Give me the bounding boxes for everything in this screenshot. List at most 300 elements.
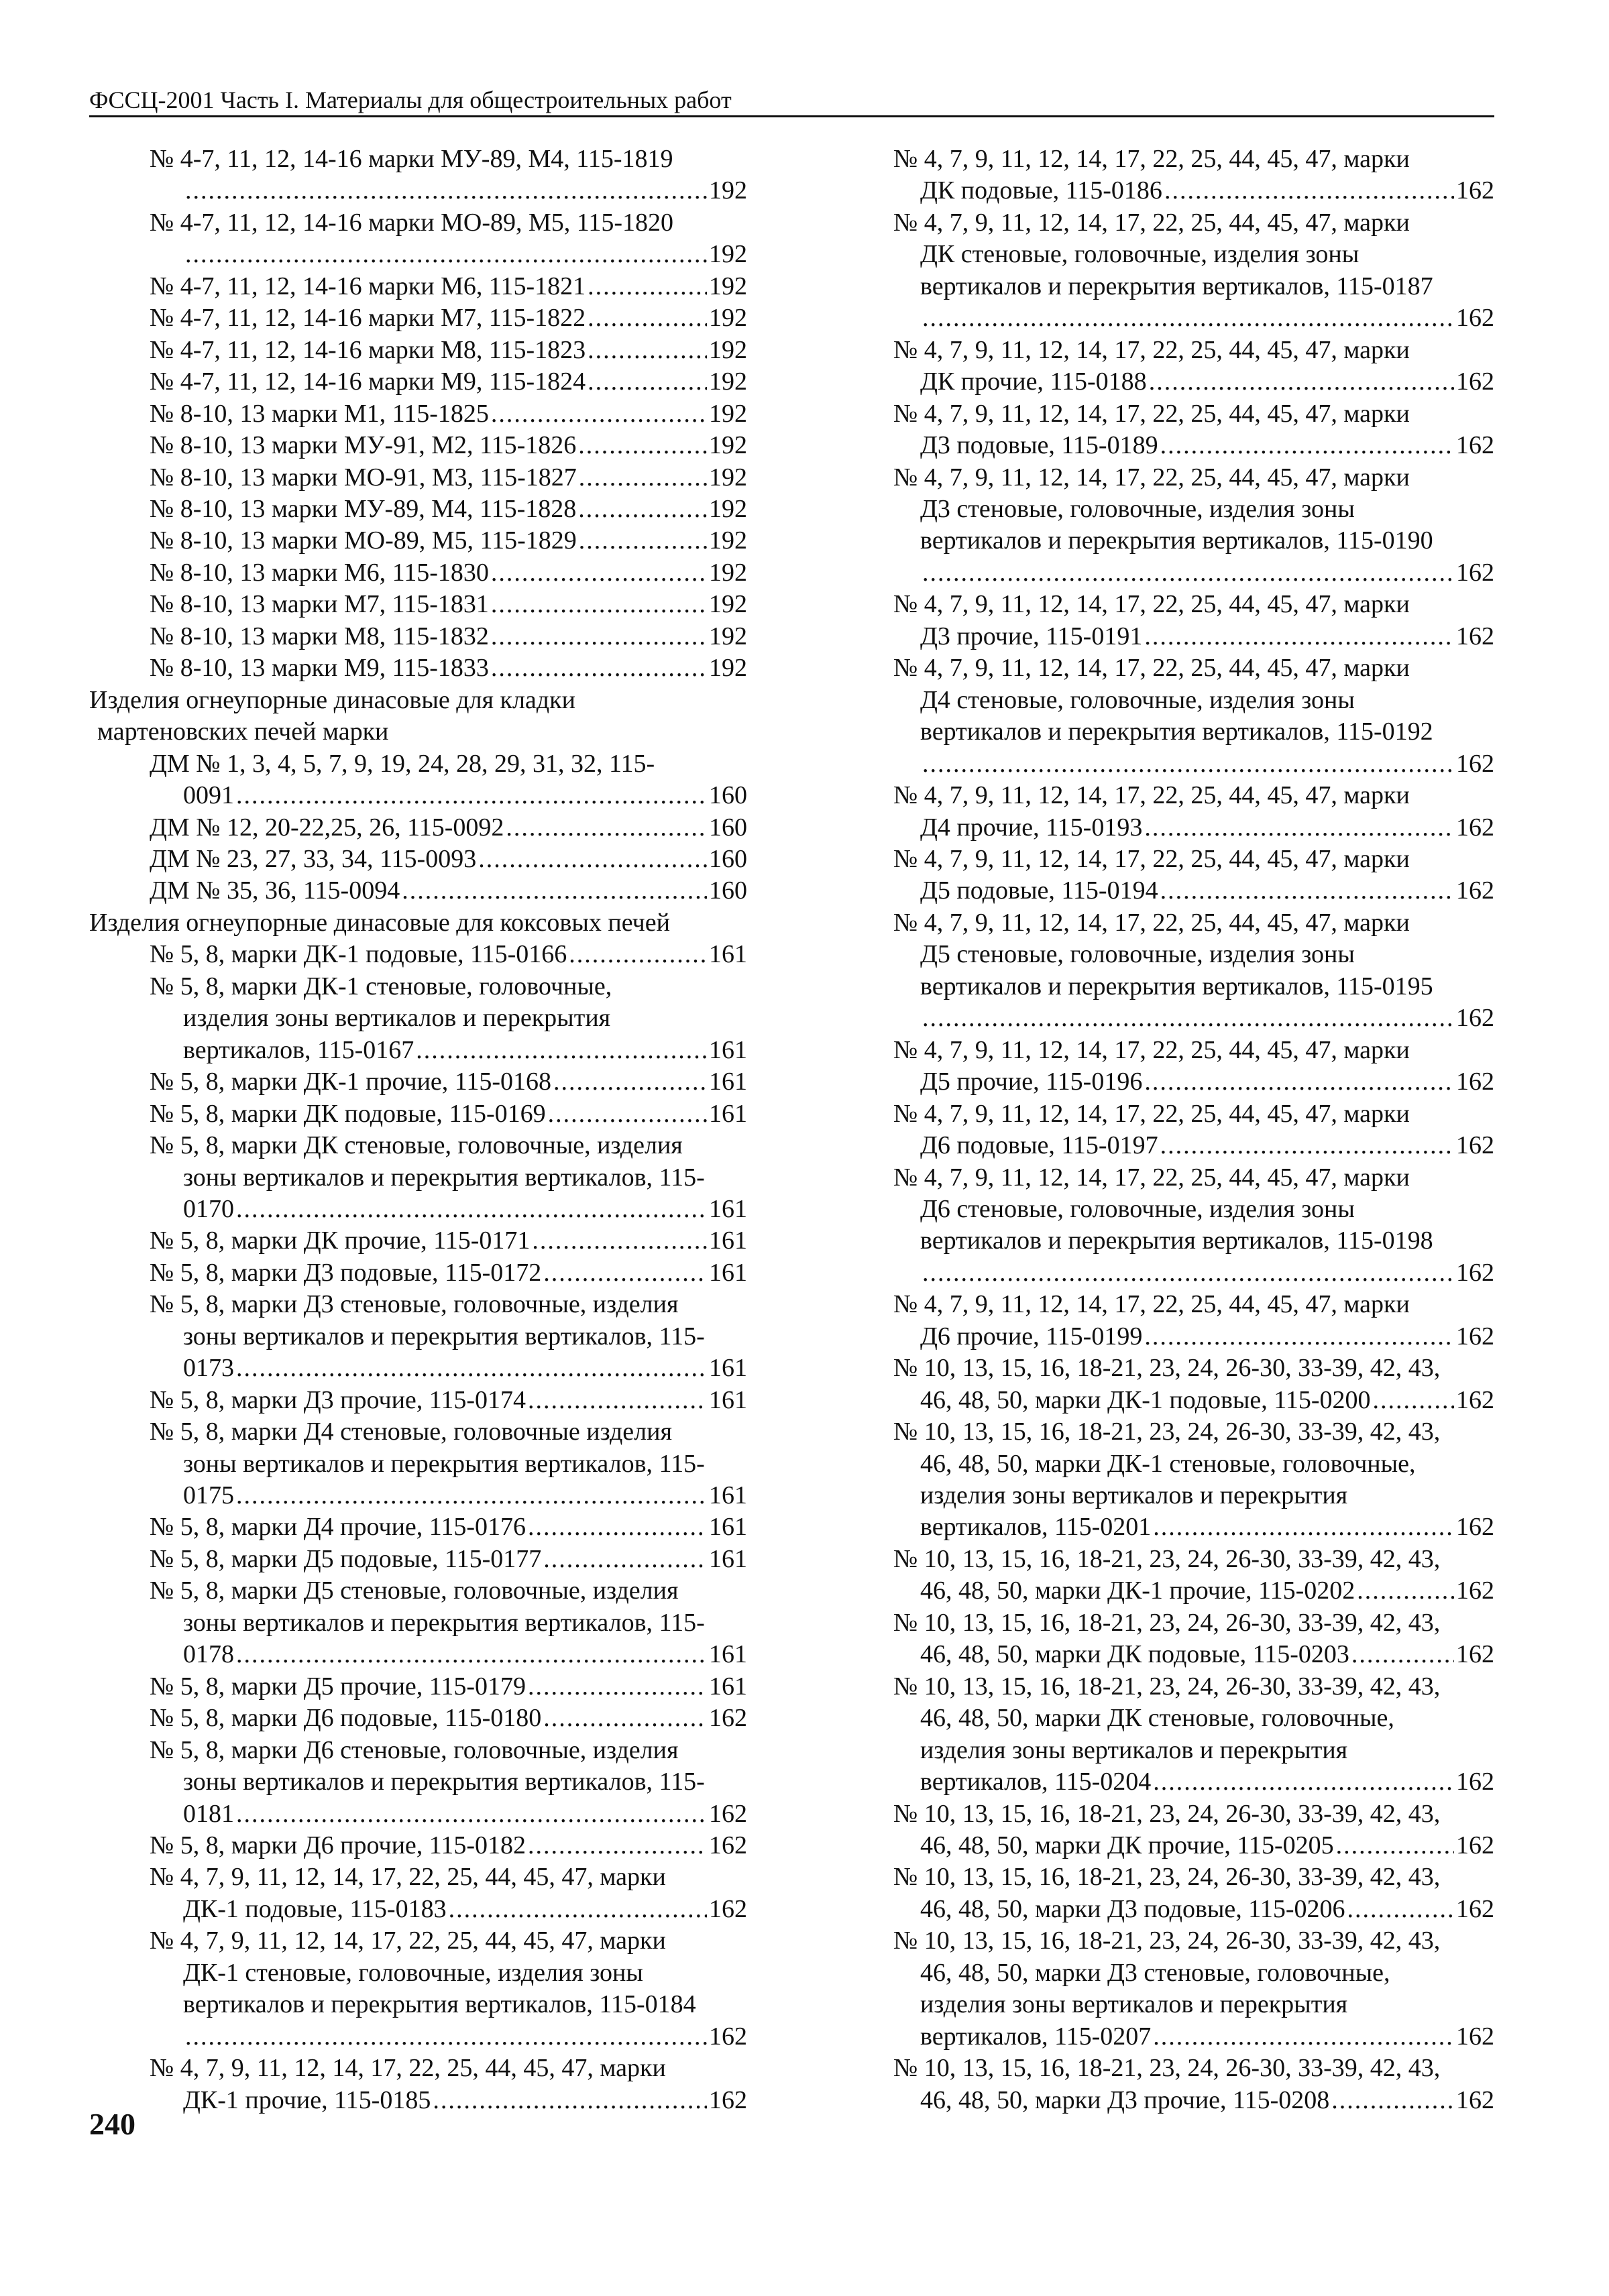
index-entry-text: № 4, 7, 9, 11, 12, 14, 17, 22, 25, 44, 45, 47, марки: [893, 463, 1410, 492]
index-entry-text: 46, 48, 50, марки Д3 подовые, 115-0206: [920, 1894, 1345, 1923]
index-entry: [89, 1575, 747, 1670]
index-entry-text: № 5, 8, марки Д6 прочие, 115-0182: [150, 1831, 526, 1860]
index-page-ref: 192: [709, 431, 747, 460]
dot-leader: [528, 1511, 707, 1543]
running-header-text: ФССЦ-2001 Часть I. Материалы для общестроительных работ: [89, 87, 732, 113]
index-entry-text: № 5, 8, марки ДК-1 подовые, 115-0166: [150, 940, 567, 969]
index-entry-text: 46, 48, 50, марки Д3 стеновые, головочные,: [920, 1958, 1390, 1987]
index-entry-text: № 10, 13, 15, 16, 18-21, 23, 24, 26-30, 33-39, 42, 43,: [893, 1544, 1441, 1573]
index-entry: [893, 1925, 1494, 2053]
dot-leader: [1336, 1830, 1454, 1861]
index-entry: [893, 144, 1494, 207]
index-entry: [893, 462, 1494, 589]
index-entry-text: 46, 48, 50, марки ДК прочие, 115-0205: [920, 1831, 1334, 1860]
index-entry-text: вертикалов, 115-0207: [920, 2022, 1152, 2051]
index-page-ref: 192: [709, 272, 747, 300]
index-page-ref: 162: [1456, 1322, 1494, 1351]
index-page-ref: 162: [1456, 367, 1494, 396]
index-entry-text: изделия зоны вертикалов и перекрытия: [183, 1004, 611, 1033]
index-page-ref: 192: [709, 176, 747, 205]
index-entry-text: № 10, 13, 15, 16, 18-21, 23, 24, 26-30, 33-39, 42, 43,: [893, 1863, 1441, 1892]
index-entry-text: зоны вертикалов и перекрытия вертикалов, 115-: [183, 1449, 705, 1478]
index-entry-text: 0170: [183, 1194, 234, 1223]
index-page-ref: 160: [709, 876, 747, 905]
index-entry-text: № 4-7, 11, 12, 14-16 марки МУ-89, М4, 115-1819: [150, 145, 673, 173]
index-page-ref: 192: [709, 558, 747, 587]
index-entry-text: мартеновских печей марки: [97, 718, 389, 746]
index-entry-text: ДМ № 12, 20-22,25, 26, 115-0092: [150, 813, 504, 842]
dot-leader: [578, 494, 707, 525]
dot-leader: [588, 302, 707, 334]
index-entry: [89, 1416, 747, 1511]
dot-leader: [1164, 175, 1454, 207]
dot-leader: [532, 1225, 707, 1257]
index-entry-text: № 10, 13, 15, 16, 18-21, 23, 24, 26-30, 33-39, 42, 43,: [893, 1672, 1441, 1701]
dot-leader: [922, 748, 1454, 780]
index-entry-text: ДК-1 прочие, 115-0185: [183, 2085, 431, 2114]
index-page-ref: 162: [709, 2085, 747, 2114]
dot-leader: [1144, 812, 1454, 844]
index-page-ref: 161: [709, 1258, 747, 1287]
index-page-ref: 192: [709, 335, 747, 364]
index-page-ref: 162: [1456, 304, 1494, 333]
index-entry: [893, 1861, 1494, 1925]
index-entry-text: № 8-10, 13 марки М8, 115-1832: [150, 622, 489, 650]
index-entry-text: № 8-10, 13 марки М1, 115-1825: [150, 399, 489, 428]
dot-leader: [236, 1480, 707, 1511]
index-page-ref: 162: [1456, 1068, 1494, 1096]
index-entry-text: № 4-7, 11, 12, 14-16 марки М9, 115-1824: [150, 367, 586, 396]
dot-leader: [579, 462, 707, 494]
index-page-ref: 192: [709, 240, 747, 269]
dot-leader: [185, 175, 707, 207]
index-entry: [89, 1703, 747, 1734]
index-entry-text: № 4, 7, 9, 11, 12, 14, 17, 22, 25, 44, 45, 47, марки: [893, 1035, 1410, 1064]
index-entry: [89, 335, 747, 366]
dot-leader: [236, 1353, 707, 1384]
dot-leader: [1331, 2085, 1454, 2116]
index-entry-text: № 10, 13, 15, 16, 18-21, 23, 24, 26-30, 33-39, 42, 43,: [893, 1418, 1441, 1446]
dot-leader: [1373, 1385, 1454, 1416]
index-page-ref: 161: [709, 1385, 747, 1414]
index-entry: [89, 748, 747, 812]
index-entry-text: вертикалов и перекрытия вертикалов, 115-0190: [920, 526, 1433, 555]
index-entry: [893, 652, 1494, 780]
index-entry-text: № 4, 7, 9, 11, 12, 14, 17, 22, 25, 44, 45, 47, марки: [150, 1927, 666, 1955]
index-entry-text: № 5, 8, марки ДК-1 прочие, 115-0168: [150, 1068, 552, 1096]
dot-leader: [449, 1894, 707, 1925]
index-entry-text: зоны вертикалов и перекрытия вертикалов, 115-: [183, 1322, 705, 1351]
index-column-right: [893, 144, 1494, 2116]
index-page-ref: 162: [1456, 1894, 1494, 1923]
index-entry-text: № 5, 8, марки Д3 прочие, 115-0174: [150, 1385, 526, 1414]
index-entry-text: 46, 48, 50, марки ДК-1 подовые, 115-0200: [920, 1385, 1371, 1414]
index-entry: [89, 907, 747, 939]
index-entry-text: Изделия огнеупорные динасовые для кладки: [89, 685, 575, 714]
index-entry: [89, 1225, 747, 1257]
index-entry-text: № 8-10, 13 марки МО-91, М3, 115-1827: [150, 463, 577, 492]
index-entry-text: зоны вертикалов и перекрытия вертикалов, 115-: [183, 1608, 705, 1637]
page-number: 240: [89, 2107, 135, 2141]
index-entry-text: № 5, 8, марки ДК подовые, 115-0169: [150, 1099, 546, 1128]
index-page-ref: 162: [709, 2022, 747, 2051]
index-entry: [893, 335, 1494, 398]
index-page-ref: 161: [709, 1194, 747, 1223]
index-page-ref: 192: [709, 526, 747, 555]
index-entry-text: Д3 подовые, 115-0189: [920, 431, 1158, 460]
index-entry-text: вертикалов и перекрытия вертикалов, 115-0192: [920, 718, 1433, 746]
index-entry: [89, 652, 747, 684]
index-page-ref: 162: [1456, 622, 1494, 650]
dot-leader: [1351, 1639, 1454, 1670]
index-page-ref: 192: [709, 622, 747, 650]
index-entry-text: 0091: [183, 781, 234, 810]
index-entry-text: № 5, 8, марки Д6 стеновые, головочные, изделия: [150, 1735, 679, 1764]
index-entry-text: Д3 прочие, 115-0191: [920, 622, 1143, 650]
index-entry: [893, 2053, 1494, 2116]
index-entry: [89, 430, 747, 461]
dot-leader: [543, 1544, 707, 1575]
index-entry: [893, 207, 1494, 335]
index-entry-text: 46, 48, 50, марки ДК-1 стеновые, головочные,: [920, 1449, 1416, 1478]
index-entry-text: ДМ № 1, 3, 4, 5, 7, 9, 19, 24, 28, 29, 31, 32, 115-: [150, 749, 655, 778]
index-page-ref: 161: [709, 1068, 747, 1096]
index-entry-text: ДК стеновые, головочные, изделия зоны: [920, 240, 1360, 269]
index-entry-text: изделия зоны вертикалов и перекрытия: [920, 1735, 1348, 1764]
dot-leader: [1160, 875, 1454, 907]
index-entry-text: Изделия огнеупорные динасовые для коксовых печей: [89, 908, 670, 937]
index-entry-text: № 10, 13, 15, 16, 18-21, 23, 24, 26-30, 33-39, 42, 43,: [893, 1608, 1441, 1637]
index-page-ref: 162: [1456, 1385, 1494, 1414]
index-entry-text: № 5, 8, марки Д5 подовые, 115-0177: [150, 1544, 542, 1573]
dot-leader: [1144, 1321, 1454, 1353]
index-entry-text: № 4, 7, 9, 11, 12, 14, 17, 22, 25, 44, 45, 47, марки: [893, 590, 1410, 619]
index-entry: [89, 302, 747, 334]
index-entry-text: № 4, 7, 9, 11, 12, 14, 17, 22, 25, 44, 45, 47, марки: [893, 908, 1410, 937]
index-entry: [89, 1861, 747, 1925]
index-entry: [893, 844, 1494, 907]
index-entry-text: изделия зоны вертикалов и перекрытия: [920, 1990, 1348, 2019]
index-entry: [89, 971, 747, 1066]
index-page-ref: 192: [709, 367, 747, 396]
index-entry: [893, 1544, 1494, 1607]
index-entry: [89, 1130, 747, 1225]
index-page-ref: 192: [709, 399, 747, 428]
dot-leader: [528, 1671, 707, 1703]
index-entry-text: № 4, 7, 9, 11, 12, 14, 17, 22, 25, 44, 45, 47, марки: [150, 1863, 666, 1892]
index-entry-text: Д5 прочие, 115-0196: [920, 1068, 1143, 1096]
dot-leader: [236, 1194, 707, 1225]
index-page-ref: 162: [1456, 1831, 1494, 1860]
index-page-ref: 162: [709, 1894, 747, 1923]
index-page-ref: 162: [1456, 876, 1494, 905]
index-entry-text: Д5 стеновые, головочные, изделия зоны: [920, 940, 1355, 969]
index-entry-text: Д4 стеновые, головочные, изделия зоны: [920, 685, 1355, 714]
dot-leader: [185, 239, 707, 270]
index-entry: [89, 1830, 747, 1861]
dot-leader: [548, 1098, 707, 1130]
index-entry-text: вертикалов, 115-0204: [920, 1768, 1152, 1796]
index-entry-text: № 5, 8, марки Д3 стеновые, головочные, изделия: [150, 1290, 679, 1319]
index-entry-text: № 10, 13, 15, 16, 18-21, 23, 24, 26-30, 33-39, 42, 43,: [893, 2054, 1441, 2083]
index-entry-text: № 4, 7, 9, 11, 12, 14, 17, 22, 25, 44, 45, 47, марки: [893, 844, 1410, 873]
index-page-ref: 161: [709, 1513, 747, 1542]
dot-leader: [588, 366, 707, 398]
index-page-ref: 161: [709, 940, 747, 969]
index-page-ref: 161: [709, 1099, 747, 1128]
index-entry-text: № 4, 7, 9, 11, 12, 14, 17, 22, 25, 44, 45, 47, марки: [893, 654, 1410, 683]
index-entry-text: ДМ № 35, 36, 115-0094: [150, 876, 400, 905]
index-entry: [89, 621, 747, 652]
index-entry-text: № 4, 7, 9, 11, 12, 14, 17, 22, 25, 44, 45, 47, марки: [893, 781, 1410, 810]
dot-leader: [1153, 1766, 1454, 1798]
index-entry-text: № 4-7, 11, 12, 14-16 марки М7, 115-1822: [150, 304, 586, 333]
index-entry-text: Д5 подовые, 115-0194: [920, 876, 1158, 905]
index-entry: [89, 812, 747, 844]
index-entry-text: вертикалов и перекрытия вертикалов, 115-0195: [920, 972, 1433, 1000]
index-entry: [893, 589, 1494, 652]
index-entry-text: № 4, 7, 9, 11, 12, 14, 17, 22, 25, 44, 45, 47, марки: [150, 2054, 666, 2083]
index-page-ref: 160: [709, 844, 747, 873]
dot-leader: [588, 271, 707, 302]
index-entry-text: № 4-7, 11, 12, 14-16 марки МО-89, М5, 115-1820: [150, 208, 674, 237]
index-entry: [89, 939, 747, 970]
index-entry-text: № 5, 8, марки Д5 стеновые, головочные, изделия: [150, 1576, 679, 1605]
index-entry-text: зоны вертикалов и перекрытия вертикалов, 115-: [183, 1768, 705, 1796]
dot-leader: [1153, 2021, 1454, 2053]
dot-leader: [416, 1035, 707, 1066]
index-entry: [893, 1798, 1494, 1862]
index-page-ref: 162: [1456, 1004, 1494, 1033]
index-page-ref: 161: [709, 1354, 747, 1383]
index-entry-text: № 5, 8, марки Д4 прочие, 115-0176: [150, 1513, 526, 1542]
index-entry: [89, 1925, 747, 2053]
index-entry: [89, 844, 747, 875]
dot-leader: [491, 557, 707, 589]
dot-leader: [433, 2085, 707, 2116]
index-entry: [89, 1066, 747, 1098]
dot-leader: [578, 430, 707, 461]
index-entry: [89, 589, 747, 620]
index-entry-text: № 5, 8, марки Д6 подовые, 115-0180: [150, 1704, 542, 1733]
index-entry: [89, 2053, 747, 2116]
index-entry: [89, 875, 747, 907]
index-column-left: [89, 144, 747, 2116]
index-entry-text: 0181: [183, 1799, 234, 1828]
dot-leader: [553, 1066, 707, 1098]
index-entry: [893, 1607, 1494, 1671]
index-entry: [893, 398, 1494, 462]
dot-leader: [236, 1798, 707, 1830]
dot-leader: [1144, 1066, 1454, 1098]
index-page-ref: 161: [709, 1544, 747, 1573]
index-entry-text: Д6 стеновые, головочные, изделия зоны: [920, 1194, 1355, 1223]
index-entry: [89, 1257, 747, 1289]
index-entry-text: Д4 прочие, 115-0193: [920, 813, 1143, 842]
index-entry-text: № 4, 7, 9, 11, 12, 14, 17, 22, 25, 44, 45, 47, марки: [893, 399, 1410, 428]
dot-leader: [922, 1257, 1454, 1289]
index-entry: [89, 557, 747, 589]
index-page-ref: 162: [1456, 2085, 1494, 2114]
index-entry: [89, 366, 747, 398]
index-entry-text: № 4, 7, 9, 11, 12, 14, 17, 22, 25, 44, 45, 47, марки: [893, 335, 1410, 364]
index-entry: [893, 1289, 1494, 1353]
dot-leader: [491, 621, 707, 652]
index-entry-text: № 8-10, 13 марки М9, 115-1833: [150, 654, 489, 683]
index-entry-text: № 4, 7, 9, 11, 12, 14, 17, 22, 25, 44, 45, 47, марки: [893, 1163, 1410, 1192]
index-entry-text: вертикалов, 115-0201: [920, 1513, 1152, 1542]
dot-leader: [185, 2021, 707, 2053]
index-entry-text: № 4, 7, 9, 11, 12, 14, 17, 22, 25, 44, 45, 47, марки: [893, 1290, 1410, 1319]
dot-leader: [1160, 430, 1454, 461]
dot-leader: [402, 875, 707, 907]
dot-leader: [1153, 1511, 1454, 1543]
index-entry-text: ДК-1 стеновые, головочные, изделия зоны: [183, 1958, 643, 1987]
dot-leader: [922, 557, 1454, 589]
index-page-ref: 162: [709, 1704, 747, 1733]
index-page-ref: 192: [709, 463, 747, 492]
index-entry-text: вертикалов, 115-0167: [183, 1035, 414, 1064]
index-entry-text: № 5, 8, марки Д3 подовые, 115-0172: [150, 1258, 542, 1287]
index-entry-text: № 8-10, 13 марки М7, 115-1831: [150, 590, 489, 619]
index-entry-text: № 5, 8, марки ДК стеновые, головочные, изделия: [150, 1131, 683, 1160]
index-entry-text: № 10, 13, 15, 16, 18-21, 23, 24, 26-30, 33-39, 42, 43,: [893, 1354, 1441, 1383]
dot-leader: [1347, 1894, 1454, 1925]
dot-leader: [569, 939, 707, 970]
dot-leader: [1357, 1575, 1454, 1607]
index-entry: [89, 144, 747, 207]
index-entry-text: изделия зоны вертикалов и перекрытия: [920, 1481, 1348, 1510]
index-entry-text: Д3 стеновые, головочные, изделия зоны: [920, 494, 1355, 523]
index-entry-text: № 8-10, 13 марки М6, 115-1830: [150, 558, 489, 587]
index-entry: [89, 1289, 747, 1384]
index-page-ref: 192: [709, 654, 747, 683]
running-header: [89, 84, 1494, 117]
dot-leader: [1149, 366, 1454, 398]
index-entry-text: ДМ № 23, 27, 33, 34, 115-0093: [150, 844, 477, 873]
index-entry: [89, 207, 747, 271]
index-page-ref: 162: [1456, 749, 1494, 778]
dot-leader: [579, 525, 707, 557]
dot-leader: [922, 302, 1454, 334]
index-entry-text: № 10, 13, 15, 16, 18-21, 23, 24, 26-30, 33-39, 42, 43,: [893, 1799, 1441, 1828]
index-page-ref: 192: [709, 494, 747, 523]
index-entry: [893, 907, 1494, 1035]
dot-leader: [1160, 1130, 1454, 1161]
index-entry-text: зоны вертикалов и перекрытия вертикалов, 115-: [183, 1163, 705, 1192]
index-page-ref: 192: [709, 590, 747, 619]
index-entry-text: № 8-10, 13 марки МО-89, М5, 115-1829: [150, 526, 577, 555]
index-entry-text: № 4-7, 11, 12, 14-16 марки М8, 115-1823: [150, 335, 586, 364]
dot-leader: [506, 812, 707, 844]
index-page-ref: 162: [1456, 1640, 1494, 1669]
index-entry-text: ДК подовые, 115-0186: [920, 176, 1162, 205]
index-entry-text: 46, 48, 50, марки ДК стеновые, головочные,: [920, 1704, 1394, 1733]
index-entry: [893, 1035, 1494, 1098]
index-entry: [89, 1098, 747, 1130]
index-entry-text: 0173: [183, 1354, 234, 1383]
index-entry: [893, 780, 1494, 844]
index-entry: [893, 1671, 1494, 1798]
index-entry: [893, 1416, 1494, 1544]
index-entry-text: вертикалов и перекрытия вертикалов, 115-0187: [920, 272, 1433, 300]
index-page-ref: 161: [709, 1035, 747, 1064]
index-entry: [89, 1544, 747, 1575]
index-entry-text: № 4, 7, 9, 11, 12, 14, 17, 22, 25, 44, 45, 47, марки: [893, 208, 1410, 237]
index-entry: [893, 1162, 1494, 1289]
index-entry-text: вертикалов и перекрытия вертикалов, 115-0184: [183, 1990, 696, 2019]
index-page-ref: 161: [709, 1226, 747, 1255]
index-entry-text: № 5, 8, марки ДК прочие, 115-0171: [150, 1226, 531, 1255]
dot-leader: [528, 1830, 707, 1861]
index-page-ref: 162: [709, 1799, 747, 1828]
index-entry-text: № 10, 13, 15, 16, 18-21, 23, 24, 26-30, 33-39, 42, 43,: [893, 1927, 1441, 1955]
dot-leader: [543, 1257, 707, 1289]
index-entry-text: № 5, 8, марки Д4 стеновые, головочные изделия: [150, 1418, 672, 1446]
index-entry-text: № 4, 7, 9, 11, 12, 14, 17, 22, 25, 44, 45, 47, марки: [893, 1099, 1410, 1128]
index-entry: [893, 1353, 1494, 1416]
index-page-ref: 162: [709, 1831, 747, 1860]
index-page-ref: 160: [709, 781, 747, 810]
index-page-ref: 162: [1456, 1513, 1494, 1542]
index-page-ref: 162: [1456, 176, 1494, 205]
index-entry-text: № 4-7, 11, 12, 14-16 марки М6, 115-1821: [150, 272, 586, 300]
index-entry-text: вертикалов и перекрытия вертикалов, 115-0198: [920, 1226, 1433, 1255]
index-page-ref: 162: [1456, 431, 1494, 460]
index-entry-text: 46, 48, 50, марки ДК подовые, 115-0203: [920, 1640, 1349, 1669]
index-page-ref: 161: [709, 1672, 747, 1701]
dot-leader: [528, 1385, 707, 1416]
index-entry-text: 0178: [183, 1640, 234, 1669]
index-page-ref: 162: [1456, 1768, 1494, 1796]
index-page-ref: 162: [1456, 813, 1494, 842]
index-page-ref: 192: [709, 304, 747, 333]
index-page-ref: 162: [1456, 558, 1494, 587]
dot-leader: [236, 1639, 707, 1670]
index-entry: [89, 1735, 747, 1830]
index-page-ref: 162: [1456, 1576, 1494, 1605]
index-entry-text: 46, 48, 50, марки ДК-1 прочие, 115-0202: [920, 1576, 1355, 1605]
dot-leader: [543, 1703, 707, 1734]
index-page-ref: 160: [709, 813, 747, 842]
index-entry-text: 0175: [183, 1481, 234, 1510]
dot-leader: [491, 398, 707, 430]
index-entry-text: № 5, 8, марки ДК-1 стеновые, головочные,: [150, 972, 612, 1000]
index-entry-text: Д6 подовые, 115-0197: [920, 1131, 1158, 1160]
index-entry-text: Д6 прочие, 115-0199: [920, 1322, 1143, 1351]
index-entry: [89, 494, 747, 525]
index-entry: [89, 685, 747, 748]
index-page-ref: 162: [1456, 1258, 1494, 1287]
index-entry: [89, 1385, 747, 1416]
index-entry-text: № 8-10, 13 марки МУ-89, М4, 115-1828: [150, 494, 577, 523]
index-entry: [89, 271, 747, 302]
dot-leader: [588, 335, 707, 366]
index-entry: [893, 1098, 1494, 1162]
index-entry-text: № 4, 7, 9, 11, 12, 14, 17, 22, 25, 44, 45, 47, марки: [893, 145, 1410, 173]
index-entry: [89, 462, 747, 494]
index-page-ref: 161: [709, 1481, 747, 1510]
index-page-ref: 162: [1456, 2022, 1494, 2051]
dot-leader: [1144, 621, 1454, 652]
index-entry-text: № 5, 8, марки Д5 прочие, 115-0179: [150, 1672, 526, 1701]
index-entry-text: ДК-1 подовые, 115-0183: [183, 1894, 447, 1923]
dot-leader: [236, 780, 707, 811]
dot-leader: [922, 1002, 1454, 1034]
dot-leader: [491, 589, 707, 620]
dot-leader: [478, 844, 707, 875]
index-entry-text: ДК прочие, 115-0188: [920, 367, 1147, 396]
